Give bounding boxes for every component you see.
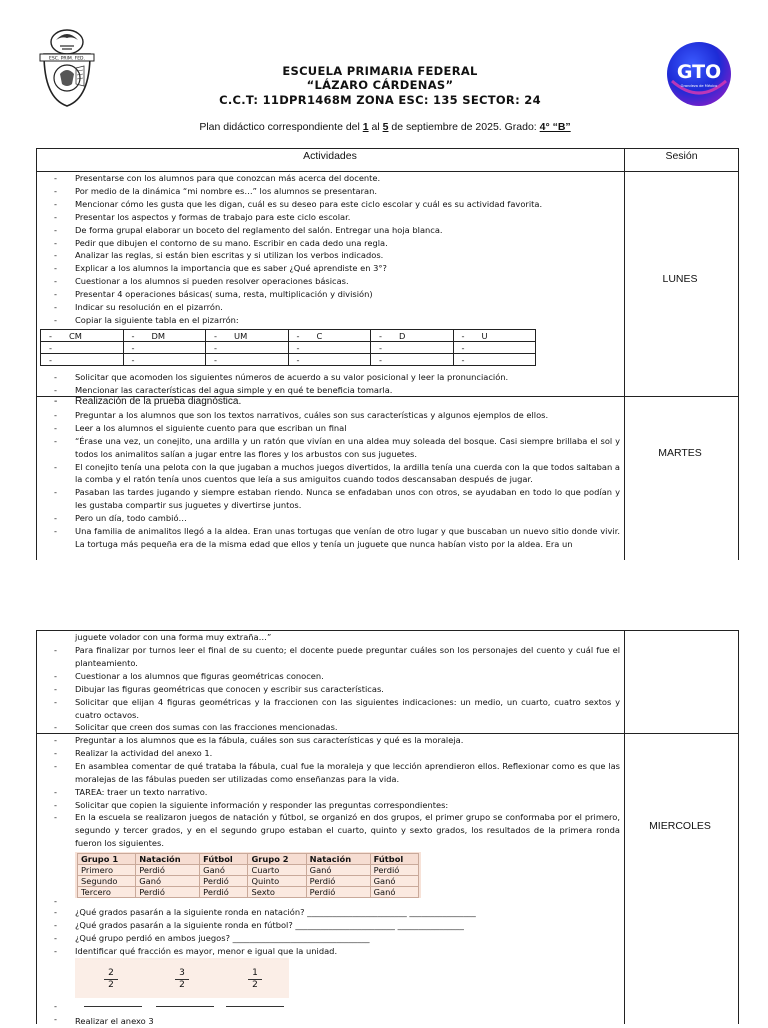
sports-table-cell: Cuarto bbox=[248, 865, 306, 876]
list-item: - Presentarse con los alumnos para que conozcan más acerca del docente. bbox=[36, 172, 620, 185]
sports-table-header: Grupo 2 bbox=[248, 854, 306, 865]
list-item: - Preguntar a los alumnos que es la fábula, cuáles son sus características y qué es la moraleja. bbox=[36, 734, 620, 747]
day-tuesday: MARTES bbox=[658, 447, 702, 459]
list-item: - Preguntar a los alumnos que son los textos narrativos, cuáles son sus características y algunos ejemplos de ellos. bbox=[36, 409, 620, 422]
school-cct: C.C.T: 11DPR1468M ZONA ESC: 135 SECTOR: 24 bbox=[219, 93, 541, 107]
list-item: - Mencionar las características del agua simple y en qué te beneficia tomarla. bbox=[36, 384, 620, 397]
list-item: - El conejito tenía una pelota con la que jugaban a muchos juegos divertidos, la ardilla tenía una cuerda con la que todos saltaban a la comba y el ratón tenía unos cuentos que leía a sus amiguitos cuando todos descansaban después de jugar. bbox=[36, 461, 620, 487]
list-item: - En asamblea comentar de qué trataba la fábula, cual fue la moraleja y que lección aprendieron ellos. Reflexionar como es que las moralejas de las fábulas pueden ser utilizadas como enseñanzas para la vida. bbox=[36, 760, 620, 786]
school-named: “LÁZARO CÁRDENAS” bbox=[306, 78, 454, 92]
list-item: - Pero un día, todo cambió… bbox=[36, 512, 620, 525]
list-item: - Para finalizar por turnos leer el final de su cuento; el docente puede preguntar cuáles son los personajes del cuento y cuál fue el planteamiento. bbox=[36, 644, 620, 670]
sports-table-cell: Perdió bbox=[306, 876, 370, 887]
list-item: - Presentar 4 operaciones básicas( suma, resta, multiplicación y división) bbox=[36, 288, 620, 301]
sports-table-cell: Ganó bbox=[370, 887, 418, 898]
svg-text:GTO: GTO bbox=[676, 61, 722, 83]
sports-table-cell: Ganó bbox=[306, 865, 370, 876]
sports-table-header: Natación bbox=[136, 854, 200, 865]
list-item: - Solicitar que copien la siguiente información y responder las preguntas correspondientes: bbox=[36, 799, 620, 812]
sports-table-cell: Ganó bbox=[200, 865, 248, 876]
sports-table-cell: Sexto bbox=[248, 887, 306, 898]
list-item: - Dibujar las figuras geométricas que conocen y escribir sus características. bbox=[36, 683, 620, 696]
day-wednesday: MIERCOLES bbox=[649, 820, 711, 832]
school-seal-icon bbox=[36, 24, 98, 108]
list-item: - Realización de la prueba diagnóstica. bbox=[36, 396, 620, 409]
dash-marker: - bbox=[54, 1001, 57, 1011]
list-item: - “Érase una vez, un conejito, una ardilla y un ratón que vivían en una aldea muy soleada del bosque. Casi siempre brillaba el sol y todos los animalitos salían a jugar entre las flores y los arbustos con sus juguetes. bbox=[36, 435, 620, 461]
list-item: - En la escuela se realizaron juegos de natación y fútbol, se organizó en dos grupos, el primer grupo se conformaba por el primero, segundo y tercer grados, y en el segundo grupo estaban el cuarto, quinto y sexto grados, los resultados de la primera ronda fueron los siguientes. bbox=[36, 811, 620, 850]
tuesday-activities bbox=[36, 396, 620, 551]
page-gap bbox=[0, 560, 768, 630]
sports-table-header: Grupo 1 bbox=[78, 854, 136, 865]
sports-table-cell: Perdió bbox=[136, 865, 200, 876]
svg-text:Grandeza de México: Grandeza de México bbox=[680, 84, 718, 88]
dash-marker: - bbox=[54, 1014, 57, 1024]
sports-table-cell: Perdió bbox=[200, 876, 248, 887]
table-row bbox=[78, 865, 419, 876]
answer-blank bbox=[84, 1006, 142, 1007]
sports-table-cell: Primero bbox=[78, 865, 136, 876]
list-item: - Cuestionar a los alumnos que figuras geométricas conocen. bbox=[36, 670, 620, 683]
list-item: - Indicar su resolución en el pizarrón. bbox=[36, 301, 620, 314]
wednesday-questions bbox=[36, 906, 620, 958]
plan-line: Plan didáctico correspondiente del 1 al 5 de septiembre de 2025. Grado: 4° “B” bbox=[199, 121, 571, 133]
table-row bbox=[78, 876, 419, 887]
list-item: - Solicitar que elijan 4 figuras geométricas y la fraccionen con las siguientes indicaciones: un medio, un cuarto, cuatro sextos y cuatro octavos. bbox=[36, 696, 620, 722]
dash-marker: - bbox=[54, 896, 57, 906]
tuesday-activities-continued bbox=[36, 644, 620, 734]
list-item: - Realizar la actividad del anexo 1. bbox=[36, 747, 620, 760]
list-item: - ¿Qué grados pasarán a la siguiente ronda en natación? ________________________ ________________ bbox=[36, 906, 620, 919]
sports-table-cell: Quinto bbox=[248, 876, 306, 887]
list-item: - Pasaban las tardes jugando y siempre estaban riendo. Nunca se enfadaban unos con otros, se ayudaban en todo lo que podían y les gustaba compartir sus juguetes y divertirse juntos. bbox=[36, 486, 620, 512]
fraction-2-2: $\frac{2}{2}$ bbox=[104, 968, 118, 991]
list-item: - Presentar los aspectos y formas de trabajo para este ciclo escolar. bbox=[36, 211, 620, 224]
monday-activities-after bbox=[36, 371, 620, 397]
sports-table-cell: Ganó bbox=[370, 876, 418, 887]
list-item: - Explicar a los alumnos la importancia que es saber ¿Qué aprendiste en 3°? bbox=[36, 262, 620, 275]
sports-table-header: Fútbol bbox=[200, 854, 248, 865]
wednesday-last-item: Realizar el anexo 3 bbox=[75, 1016, 154, 1026]
sports-table-cell: Perdió bbox=[136, 887, 200, 898]
monday-activities bbox=[36, 172, 620, 327]
fraction-3-2: $\frac{3}{2}$ bbox=[175, 968, 189, 991]
place-value-table: - CM - DM - UM - C - D - U - - - - - - - - - - - - bbox=[40, 329, 536, 366]
sports-table-header: Natación bbox=[306, 854, 370, 865]
list-item: - TAREA: traer un texto narrativo. bbox=[36, 786, 620, 799]
list-item: - Por medio de la dinámica “mi nombre es…” los alumnos se presentaran. bbox=[36, 185, 620, 198]
wednesday-activities bbox=[36, 734, 620, 850]
list-item: - Una familia de animalitos llegó a la aldea. Eran unas tortugas que venían de otro lugar y que buscaban un nuevo sitio donde vivir. La tortuga más pequeña era de la misma edad que ellos y tenía un juguete que nunca habían visto por la aldea. Era un bbox=[36, 525, 620, 551]
list-item: - Leer a los alumnos el siguiente cuento para que escriban un final bbox=[36, 422, 620, 435]
list-item: - Solicitar que acomoden los siguientes números de acuerdo a su valor posicional y leer la pronunciación. bbox=[36, 371, 620, 384]
tuesday-continued-text: juguete volador con una forma muy extraña…” bbox=[75, 632, 272, 642]
list-item: - Cuestionar a los alumnos si pueden resolver operaciones básicas. bbox=[36, 275, 620, 288]
sports-table-cell: Perdió bbox=[370, 865, 418, 876]
sports-table-cell: Tercero bbox=[78, 887, 136, 898]
sports-table-cell: Perdió bbox=[306, 887, 370, 898]
list-item: - Pedir que dibujen el contorno de su mano. Escribir en cada dedo una regla. bbox=[36, 237, 620, 250]
list-item: - ¿Qué grados pasarán a la siguiente ronda en fútbol? ________________________ ________________ bbox=[36, 919, 620, 932]
sports-results-table bbox=[77, 853, 419, 898]
list-item: - Identificar qué fracción es mayor, menor e igual que la unidad. bbox=[36, 945, 620, 958]
sports-table-cell: Ganó bbox=[136, 876, 200, 887]
list-item: - De forma grupal elaborar un boceto del reglamento del salón. Entregar una hoja blanca. bbox=[36, 224, 620, 237]
svg-text:ESC. PRIM. FED.: ESC. PRIM. FED. bbox=[49, 56, 85, 62]
gto-logo-icon bbox=[666, 41, 732, 107]
sports-table-cell: Perdió bbox=[200, 887, 248, 898]
sports-table-header: Fútbol bbox=[370, 854, 418, 865]
sports-table-cell: Segundo bbox=[78, 876, 136, 887]
header-session: Sesión bbox=[665, 150, 698, 162]
answer-blank bbox=[226, 1006, 284, 1007]
fraction-1-2: $\frac{1}{2}$ bbox=[248, 968, 262, 991]
answer-blank bbox=[156, 1006, 214, 1007]
table-row bbox=[78, 887, 419, 898]
list-item: - Mencionar cómo les gusta que les digan, cuál es su deseo para este ciclo escolar y cuál es su actividad favorita. bbox=[36, 198, 620, 211]
day-monday: LUNES bbox=[662, 273, 698, 285]
document-page-2 bbox=[0, 630, 768, 1024]
list-item: - Copiar la siguiente tabla en el pizarrón: bbox=[36, 314, 620, 327]
list-item: - Analizar las reglas, si están bien escritas y si utilizan los verbos indicados. bbox=[36, 249, 620, 262]
list-item: - ¿Qué grupo perdió en ambos juegos? _________________________________ bbox=[36, 932, 620, 945]
header-activities: Actividades bbox=[303, 150, 357, 162]
school-name: ESCUELA PRIMARIA FEDERAL bbox=[282, 64, 478, 78]
list-item: - Solicitar que creen dos sumas con las fracciones mencionadas. bbox=[36, 721, 620, 734]
